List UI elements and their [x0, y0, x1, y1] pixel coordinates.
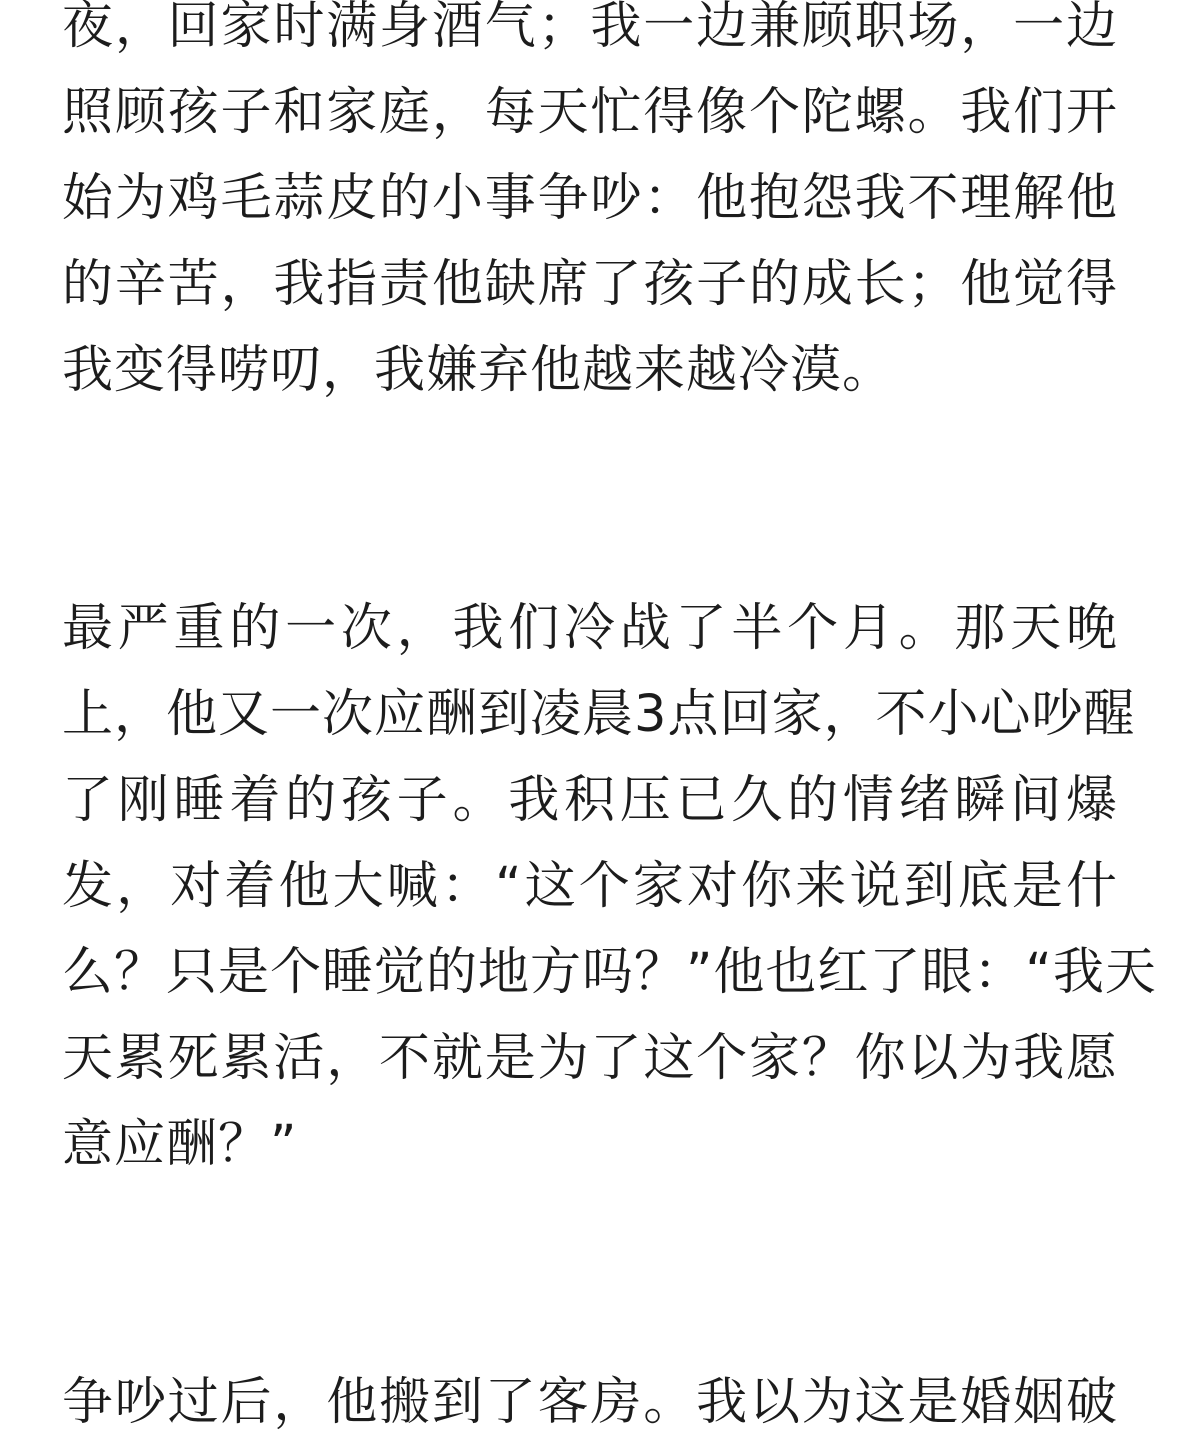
paragraph-3: [62, 1360, 1118, 1446]
text-line: 意应酬？”: [62, 1115, 298, 1174]
text-line: 始为鸡毛蒜皮的小事争吵：他抱怨我不理解他: [62, 169, 1118, 228]
paragraph-2: [62, 586, 1157, 1188]
text-line: 的辛苦，我指责他缺席了孩子的成长；他觉得: [62, 255, 1118, 314]
paragraph-gap: [62, 1188, 1118, 1360]
text-line: 发，对着他大喊：“这个家对你来说到底是什: [62, 857, 1118, 916]
text-line: 夜，回家时满身酒气；我一边兼顾职场，一边: [62, 0, 1118, 56]
text-line: 么？只是个睡觉的地方吗？”他也红了眼：“我天: [62, 943, 1157, 1002]
text-line: 争吵过后，他搬到了客房。我以为这是婚姻破: [62, 1373, 1118, 1432]
text-line: 了刚睡着的孩子。我积压已久的情绪瞬间爆: [62, 771, 1118, 830]
text-line: 天累死累活，不就是为了这个家？你以为我愿: [62, 1029, 1118, 1088]
text-line: 上，他又一次应酬到凌晨3点回家，不小心吵醒: [62, 685, 1136, 744]
article-body: [62, 0, 1157, 1446]
text-line: 照顾孩子和家庭，每天忙得像个陀螺。我们开: [62, 83, 1118, 142]
paragraph-gap: [62, 414, 1118, 586]
text-line: 我变得唠叨，我嫌弃他越来越冷漠。: [62, 341, 895, 400]
text-line: 最严重的一次，我们冷战了半个月。那天晚: [62, 599, 1118, 658]
paragraph-1: [62, 0, 1118, 414]
